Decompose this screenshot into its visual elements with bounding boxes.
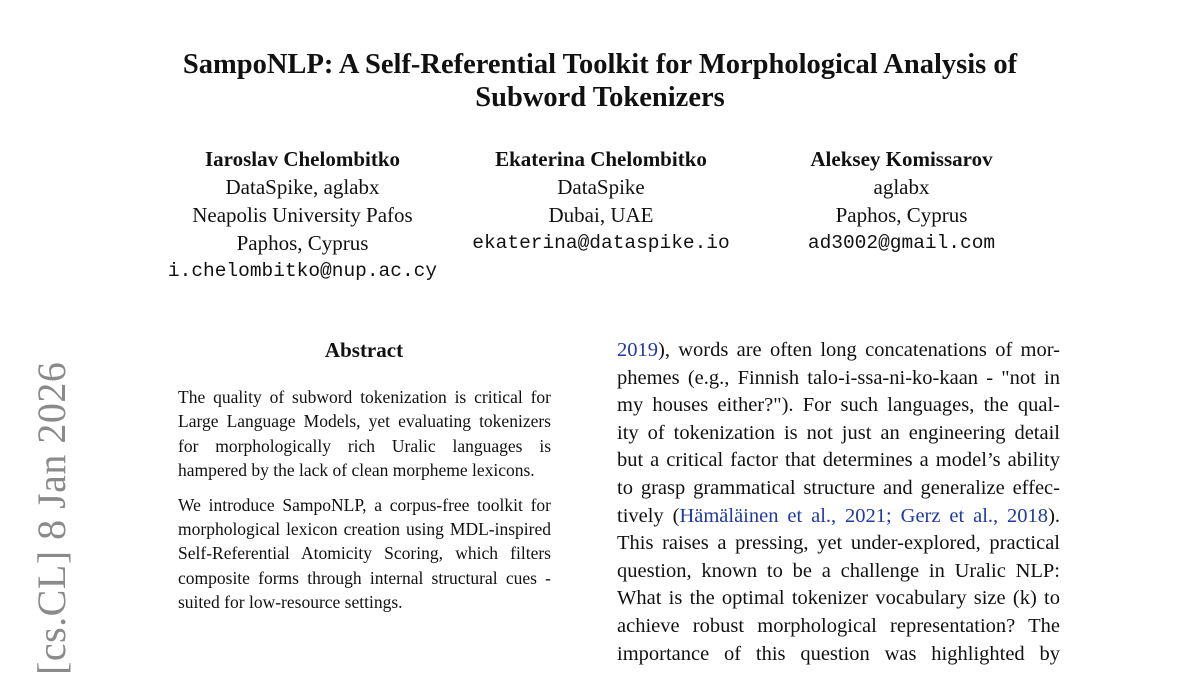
citation-link[interactable]: Hämäläinen et al., 2021; Gerz et al., 2018 [679, 504, 1049, 527]
author-affiliation: Paphos, Cyprus [835, 203, 968, 227]
abstract-paragraph: We introduce SampoNLP, a corpus-free toolkit for morphological lexicon creation using MDL-inspired Self-Referential Atomicity Scoring, which filters composite forms through internal structural cues - suited for low-resource settings. [178, 494, 551, 613]
arxiv-sidebar-stamp [28, 361, 74, 675]
author-email[interactable]: ekaterina@dataspike.io [472, 232, 730, 254]
body-line: question, known to be a challenge in Uralic NLP: [617, 559, 1060, 582]
body-line: 2019), words are often long concatenations of mor- [617, 339, 1060, 361]
body-line: phemes (e.g., Finnish talo-i-ssa-ni-ko-kaan - "not in [617, 366, 1060, 389]
author-affiliation: Dubai, UAE [548, 203, 654, 227]
body-line: but a critical factor that determines a model’s ability [617, 449, 1060, 472]
body-line: This raises a pressing, yet under-explored, practical [617, 532, 1060, 555]
body-line: importance of this question was highlighted by [617, 642, 1060, 665]
body-line: my houses either?"). For such languages, the qual- [617, 394, 1060, 417]
author-name: Iaroslav Chelombitko [204, 147, 401, 171]
body-line: tively (Hämäläinen et al., 2021; Gerz et al., 2018). [617, 504, 1061, 527]
author-affiliation: Neapolis University Pafos [192, 203, 413, 227]
body-line: achieve robust morphological representation? The [617, 614, 1060, 637]
abstract-body [178, 385, 551, 625]
author-affiliation: DataSpike, aglabx [225, 175, 380, 199]
author-block-2 [455, 145, 747, 257]
author-affiliation: DataSpike [557, 175, 645, 199]
paper-title-line-1: SampoNLP: A Self-Referential Toolkit for Morphological Analysis of [182, 49, 1018, 80]
citation-link[interactable]: 2019 [617, 339, 658, 361]
body-line: What is the optimal tokenizer vocabulary size (k) to [617, 587, 1060, 610]
body-line: ity of tokenization is not just an engineering detail [617, 421, 1060, 444]
arxiv-stamp-text: [cs.CL] 8 Jan 2026 [29, 361, 74, 675]
author-affiliation: Paphos, Cyprus [236, 231, 369, 255]
abstract-paragraph: The quality of subword tokenization is critical for Large Language Models, yet evaluating tokenizers for morphologically rich Uralic languages is hampered by the lack of clean morpheme lexicons. [178, 387, 551, 481]
author-block-3 [758, 145, 1045, 257]
author-name: Ekaterina Chelombitko [495, 147, 707, 171]
body-text-column [617, 337, 1060, 668]
author-block-1 [150, 145, 455, 285]
author-email[interactable]: i.chelombitko@nup.ac.cy [167, 260, 438, 282]
abstract-heading: Abstract [324, 338, 404, 362]
paper-title [0, 48, 1200, 114]
author-affiliation: aglabx [873, 175, 930, 199]
author-email[interactable]: ad3002@gmail.com [807, 232, 996, 254]
paper-title-line-2: Subword Tokenizers [475, 82, 725, 113]
body-line: to grasp grammatical structure and generalize effec- [617, 476, 1060, 499]
author-name: Aleksey Komissarov [810, 147, 993, 171]
